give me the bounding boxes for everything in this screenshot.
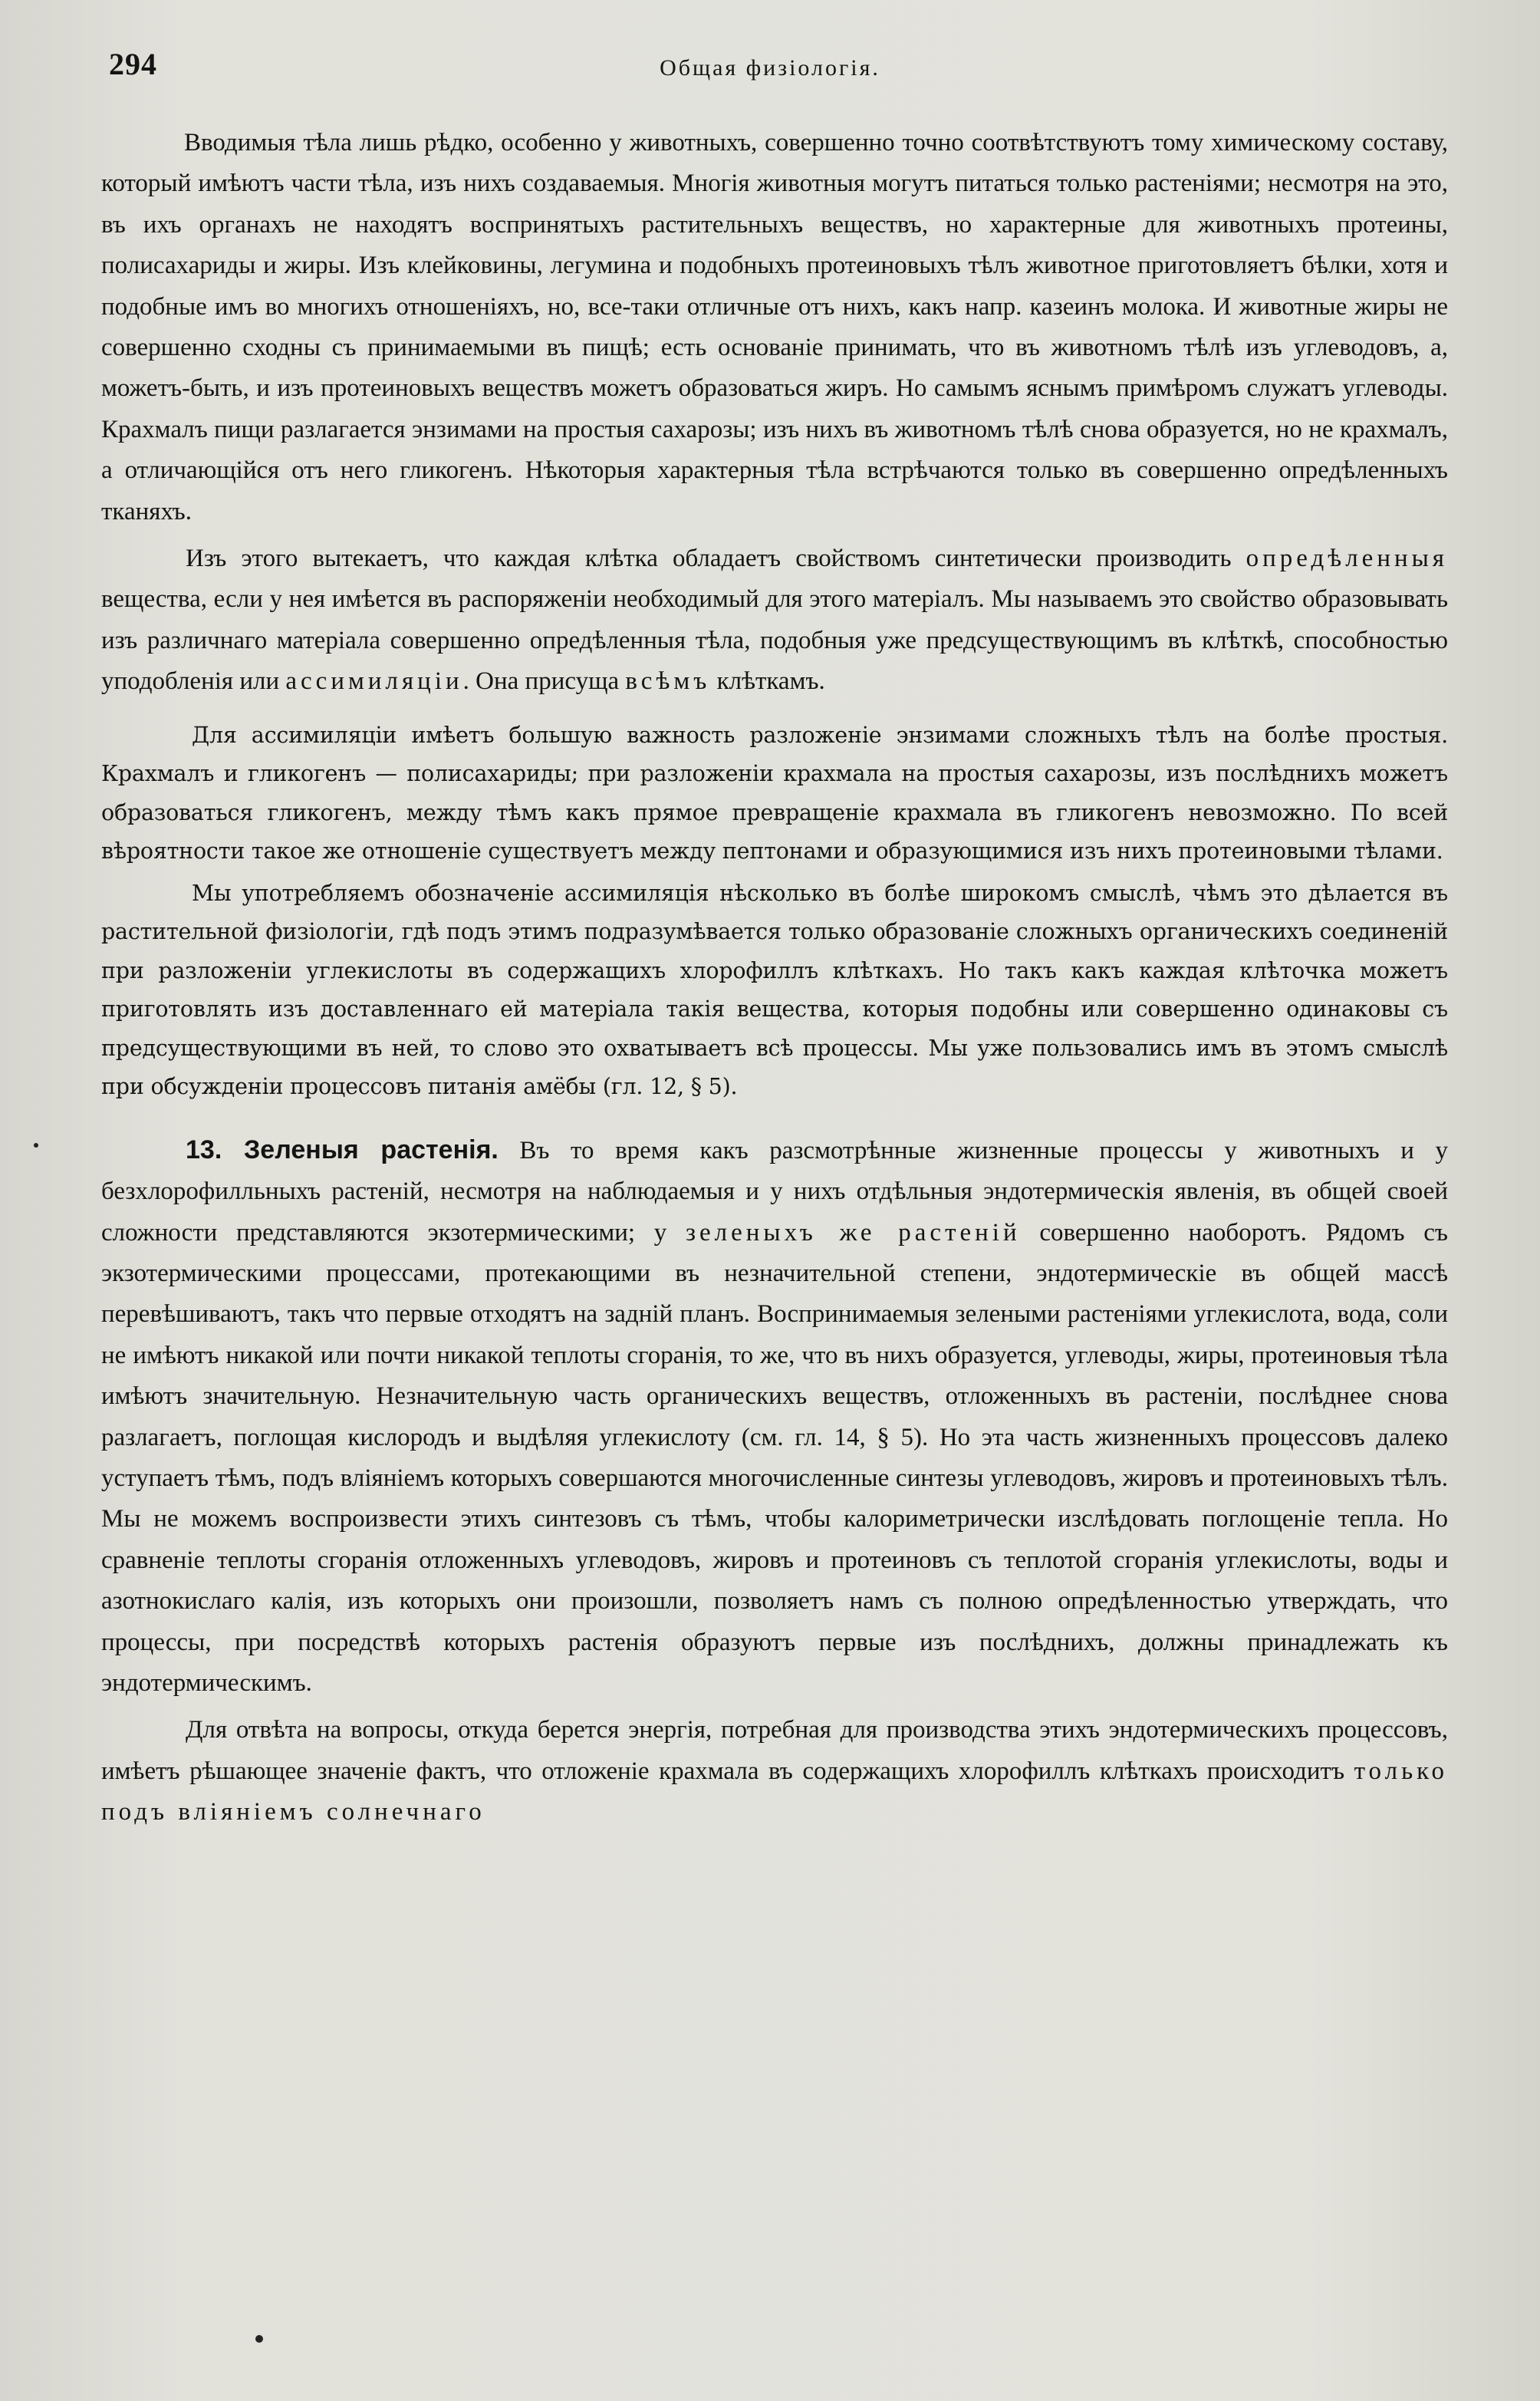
paragraph-2 <box>101 538 1448 703</box>
page-number: 294 <box>109 47 157 81</box>
emphasis-definite: опредѣленныя <box>1245 545 1448 573</box>
paragraph-2-text-a: Изъ этого вытекаетъ, что каждая клѣтка обладаетъ свойствомъ синтетически производить <box>186 545 1246 573</box>
paragraph-6-text-a: Для отвѣта на вопросы, откуда берется энергiя, потребная для производства этихъ эндотермическихъ процессовъ, имѣетъ рѣшающее значенiе фактъ, что отложенiе крахмала въ содержащихъ хлорофиллъ клѣткахъ происходитъ <box>101 1716 1448 1785</box>
paragraph-6 <box>101 1710 1448 1833</box>
paragraph-5-text-a: Въ то время какъ разсмотрѣнные жизненные процессы у животныхъ и у безхлорофилльныхъ растенiй, несмотря на наблюдаемыя и у нихъ отдѣльныя эндотермическiя явленiя, въ общей своей сложности представляются экзотермическими; у <box>101 1136 1448 1247</box>
emphasis-all: всѣмъ <box>625 667 711 696</box>
emphasis-assimilation: ассимиляцiи <box>285 667 463 696</box>
ink-speck <box>34 1143 38 1148</box>
section-heading-green-plants: 13. Зеленыя растенiя. <box>186 1135 499 1164</box>
paragraph-2-text-e: . Она присуща <box>462 667 626 696</box>
paragraph-4-small-print: Мы употребляемъ обозначенiе ассимиляцiя нѣсколько въ болѣе широкомъ смыслѣ, чѣмъ это дѣлается въ растительной физiологiи, гдѣ подъ этимъ подразумѣвается только образованiе сложныхъ органическихъ соединенiй при разложенiи углекислоты въ содержащихъ хлорофиллъ клѣткахъ. Но такъ какъ каждая клѣточка можетъ приготовлять изъ доставленнаго ей матерiала такiя вещества, которыя подобны или совершенно одинаковы съ предсуществующими въ ней, то слово это охватываетъ всѣ процессы. Мы уже пользовались имъ въ этомъ смыслѣ при обсужденiи процессовъ питанiя амёбы (гл. 12, § 5). <box>101 880 1448 1100</box>
ink-speck <box>255 2335 263 2343</box>
paragraph-5 <box>101 1130 1448 1704</box>
text-body <box>101 123 1448 1833</box>
paragraph-2-text-g: клѣткамъ. <box>710 667 825 696</box>
running-head: Общая физiологiя. <box>660 55 880 81</box>
paragraph-3-small-print: Для ассимиляцiи имѣетъ большую важность разложенiе энзимами сложныхъ тѣлъ на болѣе простыя. Крахмалъ и гликогенъ — полисахариды; при разложенiи крахмала на простыя сахарозы, изъ послѣднихъ можетъ образоваться гликогенъ, между тѣмъ какъ прямое превращенiе крахмала въ гликогенъ невозможно. По всей вѣроятности такое же отношенiе существуетъ между пептонами и образующимися изъ нихъ протеиновыми тѣлами. <box>101 722 1448 865</box>
emphasis-green-plants: зеленыхъ же растенiй <box>685 1218 1021 1247</box>
paragraph-2-text-c: вещества, если у нея имѣется въ распоряженiи необходимый для этого матерiалъ. Мы называемъ это свойство образовывать изъ различнаго матерiала совершенно опредѣленныя тѣла, подобныя уже предсуществующимъ въ клѣткѣ, способностью уподобленiя или <box>101 585 1448 696</box>
emphasis-only-under-sunlight: только подъ влiянiемъ солнечнаго <box>101 1757 1448 1826</box>
paragraph-5-text-c: совершенно наоборотъ. Рядомъ съ экзотермическими процессами, протекающими въ незначительной степени, эндотермическiе въ общей массѣ перевѣшиваютъ, такъ что первые отходятъ на заднiй планъ. Воспринимаемыя зелеными растенiями углекислота, вода, соли не имѣютъ никакой или почти никакой теплоты сгоранiя, то же, что въ нихъ образуется, углеводы, жиры, протеиновыя тѣла имѣютъ значительную. Незначительную часть органическихъ веществъ, отложенныхъ въ растенiи, послѣднее снова разлагаетъ, поглощая кислородъ и выдѣляя углекислоту (см. гл. 14, § 5). Но эта часть жизненныхъ процессовъ далеко уступаетъ тѣмъ, подъ влiянiемъ которыхъ совершаются многочисленные синтезы углеводовъ, жировъ и протеиновыхъ тѣлъ. Мы не можемъ воспроизвести этихъ синтезовъ съ тѣмъ, чтобы калориметрически изслѣдовать поглощенiе тепла. Но сравненiе теплоты сгоранiя отложенныхъ углеводовъ, жировъ и протеиновъ съ теплотой сгоранiя углекислоты, воды и азотнокислаго калiя, изъ которыхъ они произошли, позволяетъ намъ съ полною опредѣленностью утверждать, что процессы, при посредствѣ которыхъ растенiя образуютъ первые изъ послѣднихъ, должны принадлежать къ эндотермическимъ. <box>101 1218 1448 1697</box>
paragraph-1: Вводимыя тѣла лишь рѣдко, особенно у животныхъ, совершенно точно соотвѣтствуютъ тому химическому составу, который имѣютъ части тѣла, изъ нихъ создаваемыя. Многiя животныя могутъ питаться только растенiями; несмотря на это, въ ихъ органахъ не находятъ воспринятыхъ растительныхъ веществъ, но характерные для животныхъ протеины, полисахариды и жиры. Изъ клейковины, легумина и подобныхъ протеиновыхъ тѣлъ животное приготовляетъ бѣлки, хотя и подобные имъ во многихъ отношенiяхъ, но, все-таки отличные отъ нихъ, какъ напр. казеинъ молока. И животные жиры не совершенно сходны съ принимаемыми въ пищѣ; есть основанiе принимать, что въ животномъ тѣлѣ изъ углеводовъ, а, можетъ-быть, и изъ протеиновыхъ веществъ можетъ образоваться жиръ. Но самымъ яснымъ примѣромъ служатъ углеводы. Крахмалъ пищи разлагается энзимами на простыя сахарозы; изъ нихъ въ животномъ тѣлѣ снова образуется, но не крахмалъ, а отличающiйся отъ него гликогенъ. Нѣкоторыя характерныя тѣла встрѣчаются только въ совершенно опредѣленныхъ тканяхъ. <box>101 129 1448 525</box>
